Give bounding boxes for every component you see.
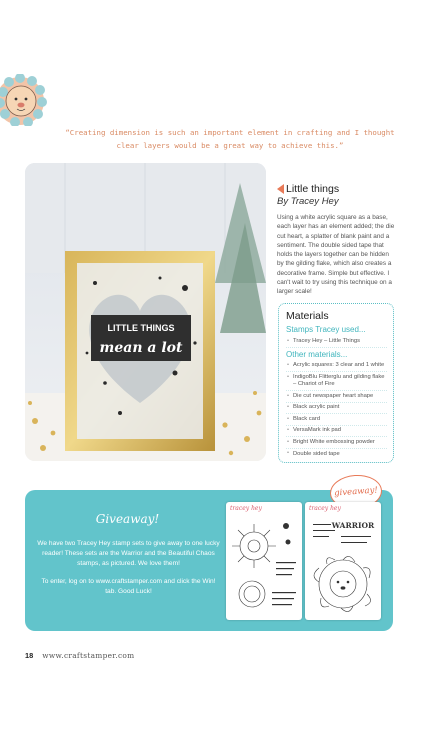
lion-badge-icon xyxy=(0,74,50,126)
stamp-line-1: LITTLE THINGS xyxy=(107,323,175,333)
project-photo xyxy=(25,163,266,461)
list-item: • IndigoBlu Flitterglu and gilding flake – Chariot of Fire xyxy=(286,372,387,391)
list-item: • Bright White embossing powder xyxy=(286,437,387,449)
list-item: • Black card xyxy=(286,414,387,426)
giveaway-paragraph-2: To enter, log on to www.craftstamper.com and click the Win! tab. Good Luck! xyxy=(41,578,216,595)
stamp-card-brand: tracey hey xyxy=(230,505,262,512)
list-item: • VersaMark ink pad xyxy=(286,426,387,438)
stamps-heading: Stamps Tracey used... xyxy=(286,325,366,334)
article-byline: By Tracey Hey xyxy=(277,196,339,207)
list-item: • Tracey Hey – Little Things xyxy=(286,336,387,348)
article-body: Using a white acrylic square as a base, each layer has an element added; the die cut heart, a splatter of blank paint and a sentiment. The double sided tape that holds the layers together can be hidden by the gilding flake, which also creates a decorative frame. Simple but effective. I can't wait to try using this technique on a larger scale! xyxy=(277,214,395,296)
list-item: • Die cut newspaper heart shape xyxy=(286,391,387,403)
page-number: 18 xyxy=(25,651,34,660)
other-materials-heading: Other materials... xyxy=(286,349,348,359)
article-header xyxy=(277,183,397,297)
stamp-set-illustration xyxy=(305,502,381,620)
article-title-row xyxy=(277,183,397,195)
stamp-set-card-beautiful-chaos xyxy=(226,502,302,620)
footer-url[interactable]: www.craftstamper.com xyxy=(42,651,135,660)
giveaway-text xyxy=(37,539,220,597)
pull-quote: “Creating dimension is such an important element in crafting and I thought clear layers would be a great way to achieve this.” xyxy=(65,128,395,150)
page-footer xyxy=(25,651,134,660)
materials-title: Materials xyxy=(286,310,329,322)
materials-box xyxy=(278,303,394,463)
warrior-stamp-word: WARRIOR xyxy=(331,521,375,530)
stamp-line-2: mean a lot xyxy=(99,340,183,356)
stamps-list xyxy=(286,336,387,348)
title-marker-icon xyxy=(277,184,284,194)
other-materials-list xyxy=(286,361,387,460)
giveaway-badge-label: giveaway! xyxy=(333,485,379,499)
article-title: Little things xyxy=(286,183,340,195)
list-item: • Black acrylic paint xyxy=(286,403,387,415)
list-item: • Double sided tape xyxy=(286,449,387,460)
project-photo-illustration xyxy=(25,163,266,461)
stamp-set-card-warrior xyxy=(305,502,381,620)
stamp-set-illustration xyxy=(226,502,302,620)
giveaway-paragraph-1: We have two Tracey Hey stamp sets to give away to one lucky reader! These sets are the Warrior and the Beautiful Chaos stamps, as pictured. We love them! xyxy=(37,540,220,567)
giveaway-heading: Giveaway! xyxy=(95,512,160,526)
stamp-card-brand: tracey hey xyxy=(309,505,341,512)
list-item: • Acrylic squares: 3 clear and 1 white xyxy=(286,361,387,373)
